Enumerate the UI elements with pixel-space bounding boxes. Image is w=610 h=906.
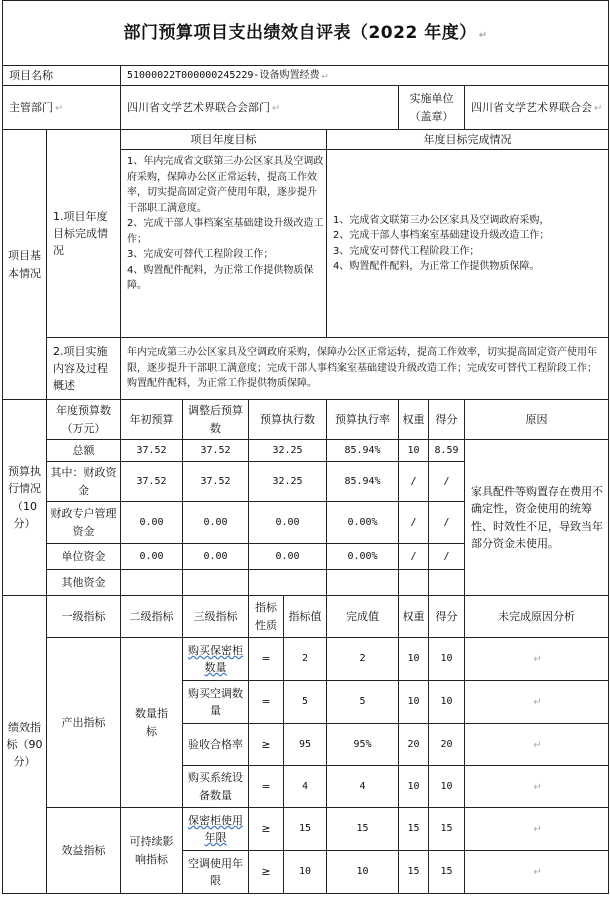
- budget-header: 原因: [465, 400, 609, 440]
- budget-reason: 家具配件等购置存在费用不确定性，资金使用的统筹性、时效性不足，导致当年部分资金未使用。: [465, 440, 609, 596]
- project-name-label: 项目名称: [3, 66, 121, 86]
- annual-goals-cell: [121, 150, 327, 338]
- completion-cell: [327, 150, 609, 338]
- perf-level2: 数量指标: [121, 638, 183, 808]
- perf-row: 空调使用年限 ≥ 10 10 15 15 ↵: [3, 851, 609, 894]
- completion-item: 1、完成省文联第三办公区家具及空调政府采购，: [333, 214, 550, 226]
- budget-header: 得分: [429, 400, 465, 440]
- implementing-unit-label: 实施单位 （盖章）: [399, 86, 465, 130]
- annual-goal-item: 4、购置配件配料，为正常工作提供物质保障。: [127, 264, 314, 291]
- evaluation-table: [2, 0, 609, 894]
- perf-header: 完成值: [327, 596, 399, 638]
- completion-item: 3、完成安可替代工程阶段工作；: [333, 245, 480, 257]
- perf-header: 二级指标: [121, 596, 183, 638]
- basic-info-section-label: 项目基本情况: [3, 130, 47, 400]
- budget-header: 预算执行率: [327, 400, 399, 440]
- budget-row: 其他资金: [3, 570, 609, 596]
- performance-section-label: 绩效指标（90分）: [3, 596, 47, 894]
- perf-header: 权重: [399, 596, 429, 638]
- completion-header: 年度目标完成情况: [327, 130, 609, 150]
- perf-level1: 产出指标: [47, 638, 121, 808]
- perf-header: 得分: [429, 596, 465, 638]
- perf-header: 未完成原因分析: [465, 596, 609, 638]
- budget-row: 财政专户管理资金 0.00 0.00 0.00 0.00% / /: [3, 502, 609, 544]
- budget-row: 总额 37.52 37.52 32.25 85.94% 10 8.59 家具配件等购置存在费用不确定性，资金使用的统筹性、时效性不足，导致当年部分资金未使用。: [3, 440, 609, 462]
- department-label: 主管部门 ↵: [3, 86, 121, 130]
- completion-item: 2、完成干部人事档案室基础建设升级改造工作；: [333, 230, 550, 241]
- content-row-label: 2.项目实施内容及过程概述: [47, 338, 121, 400]
- budget-header: 年度预算数（万元）: [47, 400, 121, 440]
- perf-row: 效益指标 可持续影响指标 保密柜使用年限 ≥ 15 15 15 15 ↵: [3, 808, 609, 851]
- implementing-unit-value: 四川省文学艺术界联合会 ↵: [465, 86, 609, 130]
- budget-header: 年初预算: [121, 400, 183, 440]
- completion-item: 4、购置配件配料，为正常工作提供物质保障。: [333, 261, 540, 272]
- page-title: [3, 1, 609, 66]
- department-value: 四川省文学艺术界联合会部门 ↵: [121, 86, 399, 130]
- annual-goal-header: 项目年度目标: [121, 130, 327, 150]
- budget-section-label: 预算执行情况（10分）: [3, 400, 47, 596]
- perf-header: 一级指标: [47, 596, 121, 638]
- budget-header: 调整后预算数: [183, 400, 249, 440]
- content-text: 年内完成第三办公区家具及空调政府采购，保障办公区正常运转，提高工作效率，切实提高固定资产使用年限，逐步提升干部职工满意度；完成干部人事档案室基础建设升级改造工作；完成安可替代工程阶段工作；购置配件配料，为正常工作提供物质保障。: [121, 338, 609, 400]
- perf-header: 指标性质: [249, 596, 284, 638]
- perf-row: 验收合格率 ≥ 95 95% 20 20 ↵: [3, 724, 609, 766]
- paragraph-mark-icon: ↵: [478, 29, 488, 41]
- budget-header: 预算执行数: [249, 400, 327, 440]
- perf-header: 指标值: [284, 596, 327, 638]
- perf-level1: 效益指标: [47, 808, 121, 894]
- project-name-value: 51000022T000000245229-设备购置经费 ↵: [121, 66, 609, 86]
- perf-header: 三级指标: [183, 596, 249, 638]
- perf-level2: 可持续影响指标: [121, 808, 183, 894]
- budget-header: 权重: [399, 400, 429, 440]
- perf-row: 购买空调数量 = 5 5 10 10 ↵: [3, 681, 609, 724]
- budget-row: 其中：财政资金 37.52 37.52 32.25 85.94% / /: [3, 462, 609, 502]
- title-text: 部门预算项目支出绩效自评表（2022 年度）: [123, 22, 477, 43]
- annual-goal-item: 3、完成安可替代工程阶段工作；: [127, 249, 274, 260]
- goal-row-label: 1.项目年度目标完成情况: [47, 130, 121, 338]
- budget-row: 单位资金 0.00 0.00 0.00 0.00% / /: [3, 544, 609, 570]
- perf-row: 购买系统设备数量 = 4 4 10 10 ↵: [3, 766, 609, 808]
- annual-goal-item: 1、年内完成省文联第三办公区家具及空调政府采购，保障办公区正常运转，提高工作效率，切实提高固定资产使用年限，逐步提升干部职工满意度。: [127, 156, 324, 214]
- annual-goal-item: 2、完成干部人事档案室基础建设升级改造工作；: [127, 218, 324, 245]
- perf-row: 产出指标 数量指标 购买保密柜数量 = 2 2 10 10 ↵: [3, 638, 609, 681]
